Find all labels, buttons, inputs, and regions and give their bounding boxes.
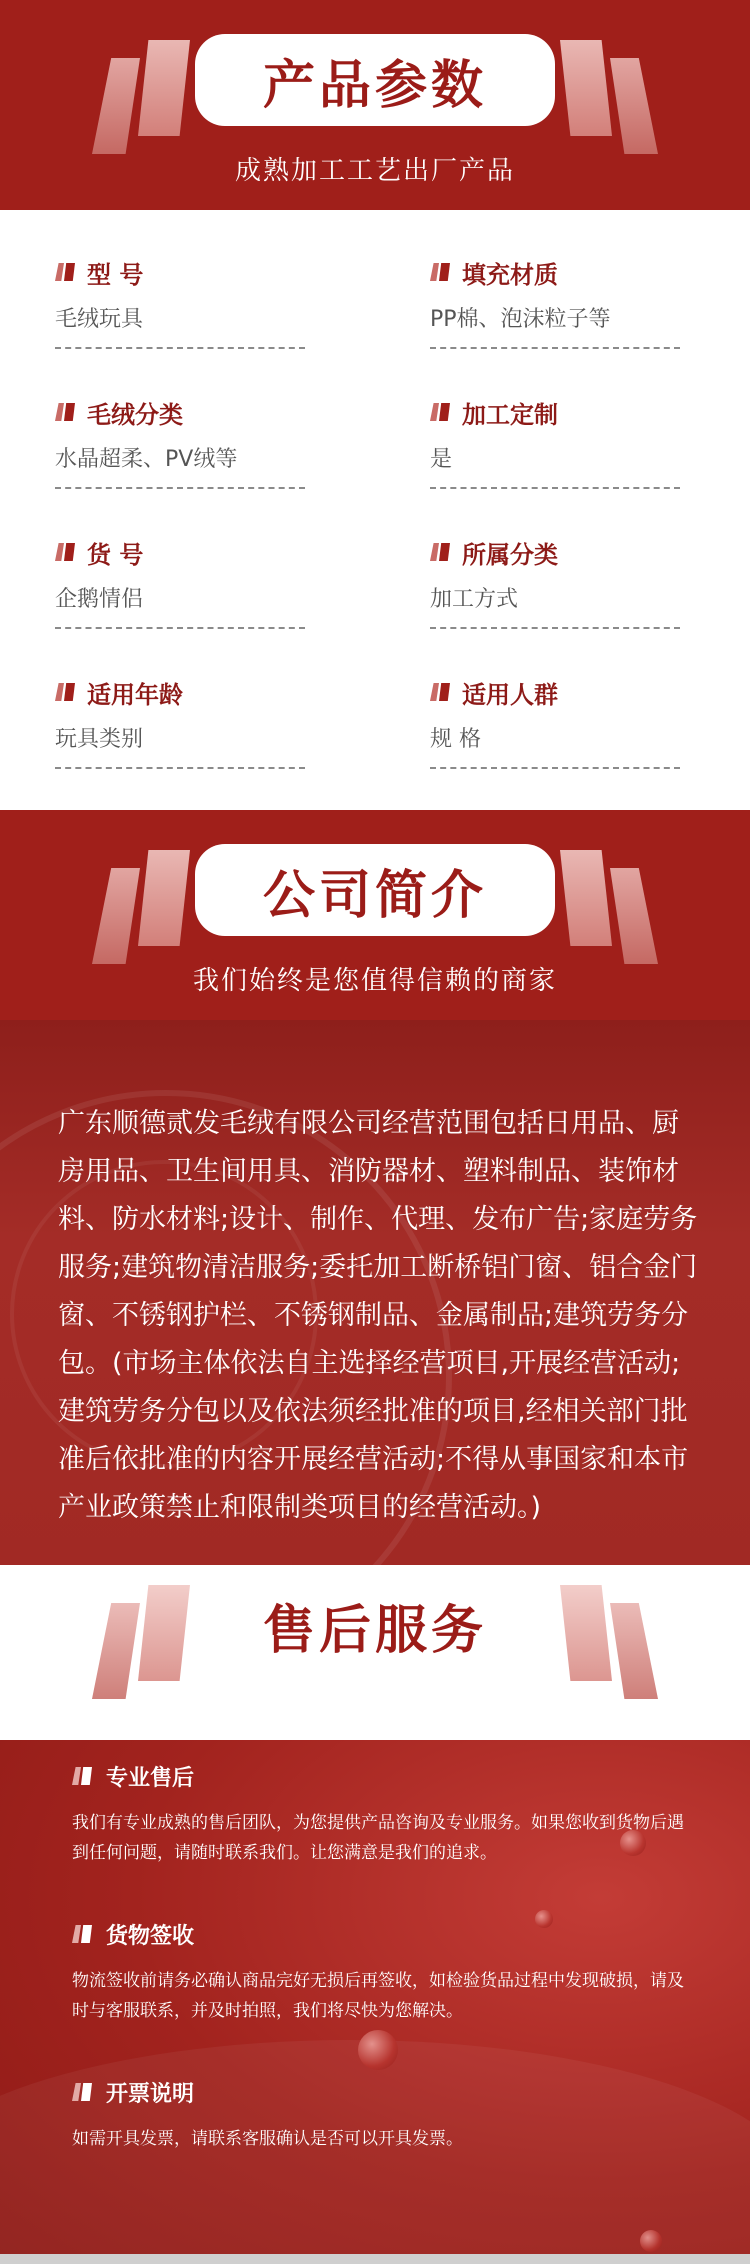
param-value: 玩具类别 xyxy=(55,722,305,769)
param-item xyxy=(55,532,305,642)
company-intro-banner xyxy=(0,810,750,1020)
company-description: 广东顺德贰发毛绒有限公司经营范围包括日用品、厨房用品、卫生间用具、消防器材、塑料制品、装饰材料、防水材料;设计、制作、代理、发布广告;家庭劳务服务;建筑物清洁服务;委托加工断桥铝门窗、铝合金门窗、不锈钢护栏、不锈钢制品、金属制品;建筑劳务分包。(市场主体依法自主选择经营项目,开展经营活动;建筑劳务分包以及依法须经批准的项目,经相关部门批准后依批准的内容开展经营活动;不得从事国家和本市产业政策禁止和限制类项目的经营活动。) xyxy=(58,1108,698,1523)
section-title-pill xyxy=(195,1579,555,1671)
service-item xyxy=(72,2074,692,2154)
param-item xyxy=(430,252,680,362)
param-value: PP棉、泡沫粒子等 xyxy=(430,302,680,349)
bullet-icon xyxy=(72,1925,94,1943)
service-title: 专业售后 xyxy=(106,1765,195,1791)
param-value: 毛绒玩具 xyxy=(55,302,305,349)
section-title: 售后服务 xyxy=(262,1600,487,1661)
param-label: 货 号 xyxy=(87,540,144,569)
after-sales-body xyxy=(0,1740,750,2264)
decorative-stripe xyxy=(560,40,612,136)
section-title: 产品参数 xyxy=(262,55,487,116)
param-label: 填充材质 xyxy=(462,260,558,289)
decorative-stripe xyxy=(560,850,612,946)
param-value: 是 xyxy=(430,442,680,489)
service-description: 我们有专业成熟的售后团队，为您提供产品咨询及专业服务。如果您收到货物后遇到任何问题，请随时联系我们。让您满意是我们的追求。 xyxy=(72,1813,684,1863)
bullet-icon xyxy=(430,263,452,281)
decorative-stripe xyxy=(610,58,658,154)
param-label: 毛绒分类 xyxy=(87,400,183,429)
decorative-stripe xyxy=(138,40,190,136)
decorative-stripe xyxy=(92,58,140,154)
param-item xyxy=(55,392,305,502)
section-title-pill xyxy=(195,844,555,936)
decorative-stripe xyxy=(560,1585,612,1681)
bullet-icon xyxy=(55,683,77,701)
param-label: 适用人群 xyxy=(462,680,558,709)
decorative-stripe xyxy=(138,850,190,946)
service-title: 开票说明 xyxy=(106,2081,195,2107)
bullet-icon xyxy=(430,403,452,421)
param-value: 加工方式 xyxy=(430,582,680,629)
param-item xyxy=(430,532,680,642)
param-item xyxy=(55,672,305,782)
section-title: 公司简介 xyxy=(262,865,487,926)
section-title-pill xyxy=(195,34,555,126)
section-subtitle: 我们始终是您值得信赖的商家 xyxy=(192,966,557,996)
param-value: 企鹅情侣 xyxy=(55,582,305,629)
decorative-stripe xyxy=(138,1585,190,1681)
decorative-stripe xyxy=(92,868,140,964)
service-item xyxy=(72,1758,692,1868)
bullet-icon xyxy=(430,683,452,701)
service-item xyxy=(72,1916,692,2026)
param-label: 加工定制 xyxy=(462,400,558,429)
bullet-icon xyxy=(72,2083,94,2101)
param-item xyxy=(430,672,680,782)
bullet-icon xyxy=(55,543,77,561)
decorative-stripe xyxy=(610,868,658,964)
service-description: 物流签收前请务必确认商品完好无损后再签收，如检验货品过程中发现破损，请及时与客服联系，并及时拍照，我们将尽快为您解决。 xyxy=(72,1971,684,2021)
section-subtitle: 成熟加工工艺出厂产品 xyxy=(234,156,515,186)
param-label: 所属分类 xyxy=(462,540,558,569)
param-item xyxy=(430,392,680,502)
service-description: 如需开具发票，请联系客服确认是否可以开具发票。 xyxy=(72,2129,463,2149)
param-item xyxy=(55,252,305,362)
bottom-divider xyxy=(0,2254,750,2264)
company-intro-body xyxy=(0,1020,750,1565)
param-value: 水晶超柔、PV绒等 xyxy=(55,442,305,489)
service-title: 货物签收 xyxy=(106,1923,195,1949)
param-label: 型 号 xyxy=(87,260,144,289)
bullet-icon xyxy=(430,543,452,561)
bullet-icon xyxy=(72,1767,94,1785)
decorative-bubble xyxy=(640,2230,662,2252)
product-params-banner xyxy=(0,0,750,210)
product-params-grid xyxy=(0,210,750,810)
decorative-bubble xyxy=(358,2030,398,2070)
bullet-icon xyxy=(55,403,77,421)
param-label: 适用年龄 xyxy=(87,680,183,709)
bullet-icon xyxy=(55,263,77,281)
param-value: 规 格 xyxy=(430,722,680,769)
after-sales-banner xyxy=(0,1545,750,1740)
section-subtitle: 更多问题咨询我们 xyxy=(262,1691,487,1721)
